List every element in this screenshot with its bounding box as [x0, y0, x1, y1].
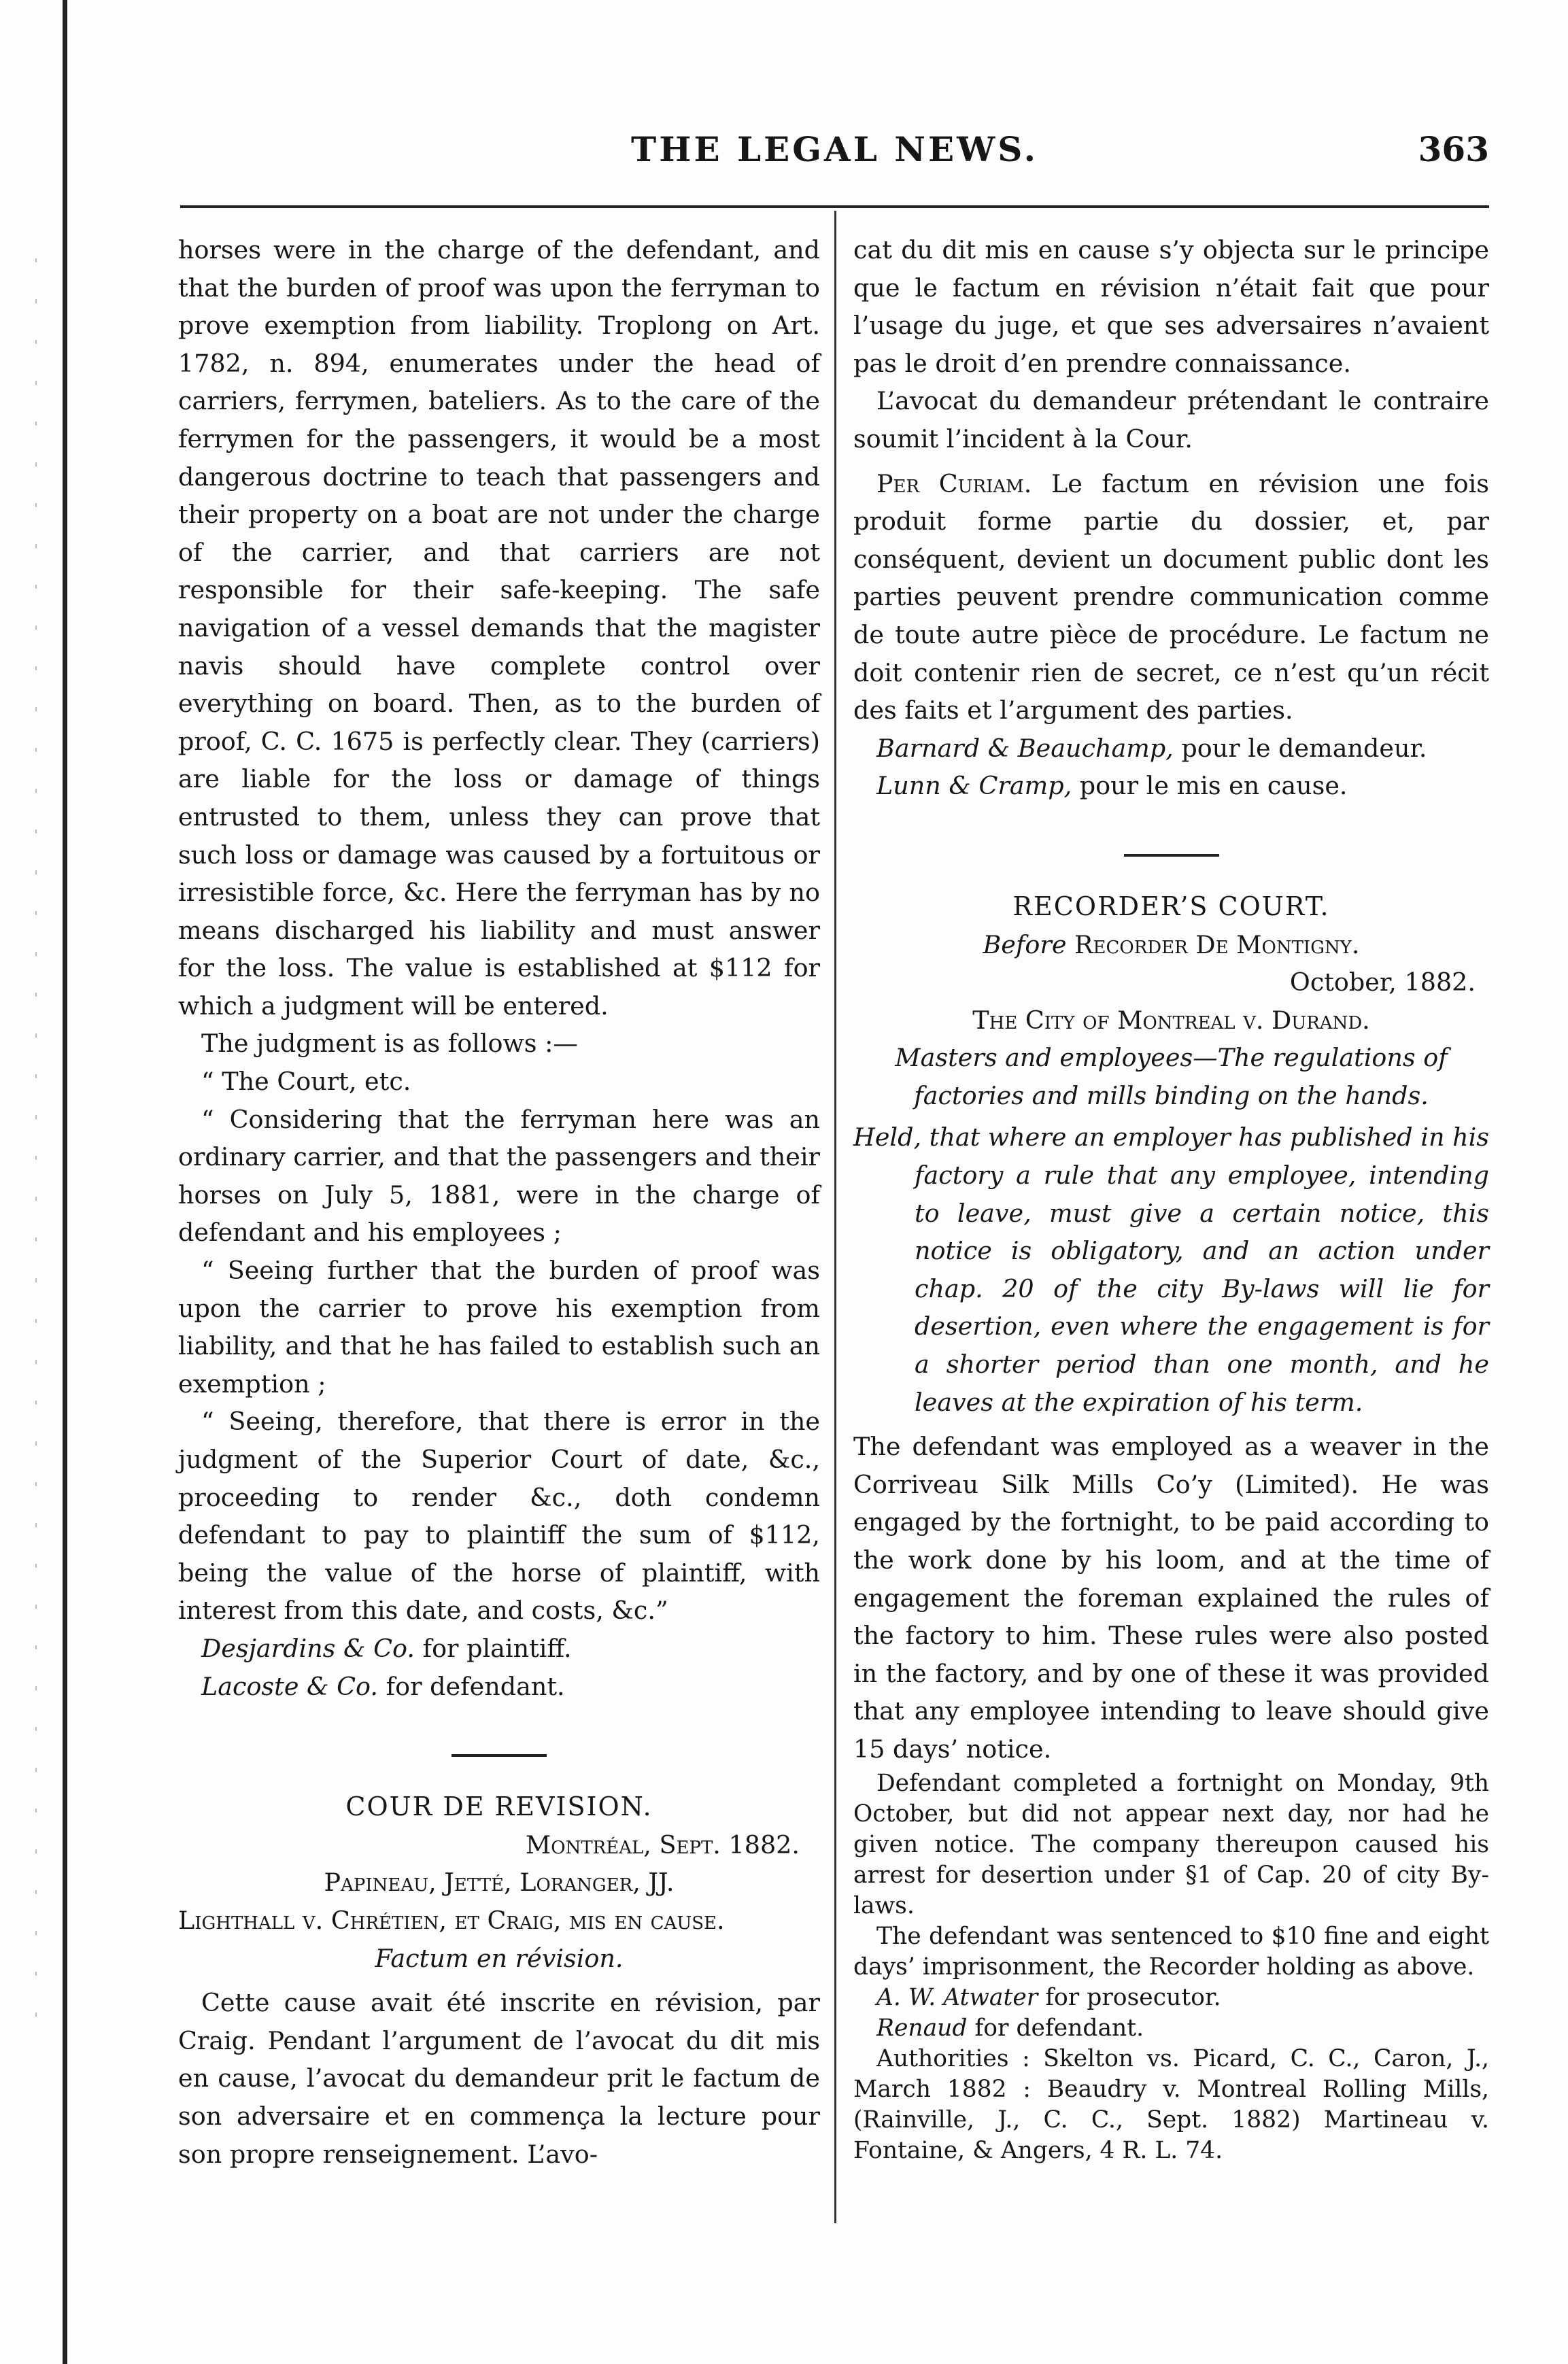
held-summary: Held, that where an employer has published in his factory a rule that any employee, intending to leave, must give a certain notice, this notice is obligatory, and an action under chap. 20 of the city By-laws will lie for desertion, even where the engagement is for a shorter period than one month, and he leaves at the expiration of his term. [853, 1123, 1489, 1417]
attorney-role: pour le mis en cause. [1072, 771, 1348, 801]
attorney-name: Barnard & Beauchamp, [876, 733, 1174, 763]
condensed-block [853, 1768, 1489, 2166]
journal-title: THE LEGAL NEWS. [631, 129, 1038, 169]
paragraph: “ The Court, etc. [201, 1067, 411, 1097]
attorney-role: for plaintiff. [414, 1633, 572, 1663]
left-column [178, 231, 820, 2173]
paragraph: Defendant completed a fortnight on Monday, 9th October, but did not appear next day, nor had he given notice. The company thereupon caused his arrest for desertion under §1 of Cap. 20 of city By-laws. [853, 1769, 1489, 1919]
attorney-line [178, 1630, 820, 1668]
recorder-name: Recorder De Montigny. [1066, 929, 1360, 959]
section-rule [451, 1754, 547, 1757]
right-column [853, 231, 1489, 2166]
page-number: 363 [1418, 129, 1489, 169]
paragraph [853, 465, 1489, 730]
binding-margin-marks [35, 258, 37, 2026]
paragraph: horses were in the charge of the defendant, and that the burden of proof was upon the ferryman to prove exemption from liability. Troplong on Art. 1782, n. 894, enumerates under the head of carriers, ferrymen, bateliers. As to the care of the ferrymen for the passengers, it would be a most dangerous doctrine to teach that passengers and their property on a boat are not under the charge of the carrier, and that carriers are not responsible for their safe-keeping. The safe navigation of a vessel demands that the magister navis should have complete control over everything on board. Then, as to the burden of proof, C. C. 1675 is perfectly clear. They (carriers) are liable for the loss or damage of things entrusted to them, unless they can prove that such loss or damage was caused by a fortuitous or irresistible force, &c. Here the ferryman has by no means discharged his liability and must answer for the loss. The value is established at $112 for which a judgment will be entered. [178, 235, 820, 1021]
paragraph: The judgment is as follows :— [201, 1029, 578, 1059]
attorney-name: Desjardins & Co. [201, 1633, 415, 1663]
paragraph: L’avocat du demandeur prétendant le contraire soumit l’incident à la Cour. [853, 386, 1489, 453]
attorney-name: A. W. Atwater [876, 1983, 1038, 2011]
place-date: Montréal, Sept. 1882. [525, 1830, 800, 1860]
paragraph: “ Seeing, therefore, that there is error in the judgment of the Superior Court of date, &c., proceeding to render &c., doth condemn defendant to pay to plaintiff the sum of $112, being the value of the horse of plaintiff, with interest from this date, and costs, &c.” [178, 1407, 820, 1626]
case-name: The City of Montreal v. Durand. [972, 1005, 1370, 1035]
attorney-role: for defendant. [967, 2014, 1144, 2042]
attorney-line [853, 2013, 1489, 2044]
before-line [853, 926, 1489, 964]
judges-line: Papineau, Jetté, Loranger, JJ. [324, 1868, 675, 1898]
paragraph: The defendant was sentenced to $10 fine and eight days’ imprisonment, the Recorder holding as above. [853, 1922, 1489, 1981]
section-heading: RECORDER’S COURT. [1012, 891, 1330, 921]
case-name: Lighthall v. Chrétien, et Craig, mis en cause. [178, 1905, 725, 1935]
paragraph: “ Considering that the ferryman here was an ordinary carrier, and that the passengers and their horses on July 5, 1881, were in the charge of defendant and his employees ; [178, 1104, 820, 1248]
page-binding-edge [63, 0, 67, 2364]
case-subject: Masters and employees—The regulations of factories and mills binding on the hands. [895, 1043, 1448, 1110]
per-curiam-label: Per Curiam. [876, 468, 1032, 498]
before-word: Before [983, 929, 1067, 959]
section-rule [1124, 854, 1219, 857]
attorney-role: for defendant. [377, 1671, 565, 1701]
court-date: October, 1882. [1289, 967, 1476, 997]
attorney-line [853, 1983, 1489, 2013]
header-rule [180, 205, 1489, 208]
paragraph: cat du dit mis en cause s’y objecta sur le principe que le factum en révision n’était fait que pour l’usage du juge, et que ses adversaires n’avaient pas le droit d’en prendre connaissance. [853, 235, 1489, 378]
paragraph-text: Le factum en révision une fois produit forme partie du dossier, et, par conséquent, devient un document public dont les parties peuvent prendre communication comme de toute autre pièce de procédure. Le factum ne doit contenir rien de secret, ce n’est qu’un récit des faits et l’argument des parties. [853, 468, 1490, 725]
attorney-role: pour le demandeur. [1173, 733, 1427, 763]
attorney-name: Lunn & Cramp, [876, 771, 1072, 801]
attorney-line [178, 1668, 820, 1706]
attorney-name: Lacoste & Co. [201, 1671, 378, 1701]
page-header [180, 129, 1489, 190]
attorney-role: for prosecutor. [1038, 1983, 1221, 2011]
column-divider [834, 211, 836, 2223]
paragraph: The defendant was employed as a weaver in the Corriveau Silk Mills Co’y (Limited). He was engaged by the fortnight, to be paid according to the work done by his loom, and at the time of engagement the foreman explained the rules of the factory to him. These rules were also posted in the factory, and by one of these it was provided that any employee intending to leave should give 15 days’ notice. [853, 1432, 1489, 1764]
paragraph: Cette cause avait été inscrite en révision, par Craig. Pendant l’argument de l’avocat du dit mis en cause, l’avocat du demandeur prit le factum de son adversaire et en commença la lecture pour son propre renseignement. L’avo- [178, 1988, 820, 2169]
attorney-line [853, 730, 1489, 768]
paragraph: “ Seeing further that the burden of proof was upon the carrier to prove his exemption from liability, and that he has failed to establish such an exemption ; [178, 1256, 820, 1399]
attorney-line [853, 767, 1489, 805]
attorney-name: Renaud [876, 2014, 968, 2042]
authorities: Authorities : Skelton vs. Picard, C. C., Caron, J., March 1882 : Beaudry v. Montreal Rolling Mills, (Rainville, J., C. C., Sept. 1882) Martineau v. Fontaine, & Angers, 4 R. L. 74. [853, 2044, 1489, 2164]
section-heading: COUR DE REVISION. [345, 1792, 653, 1822]
case-subject: Factum en révision. [375, 1943, 624, 1973]
